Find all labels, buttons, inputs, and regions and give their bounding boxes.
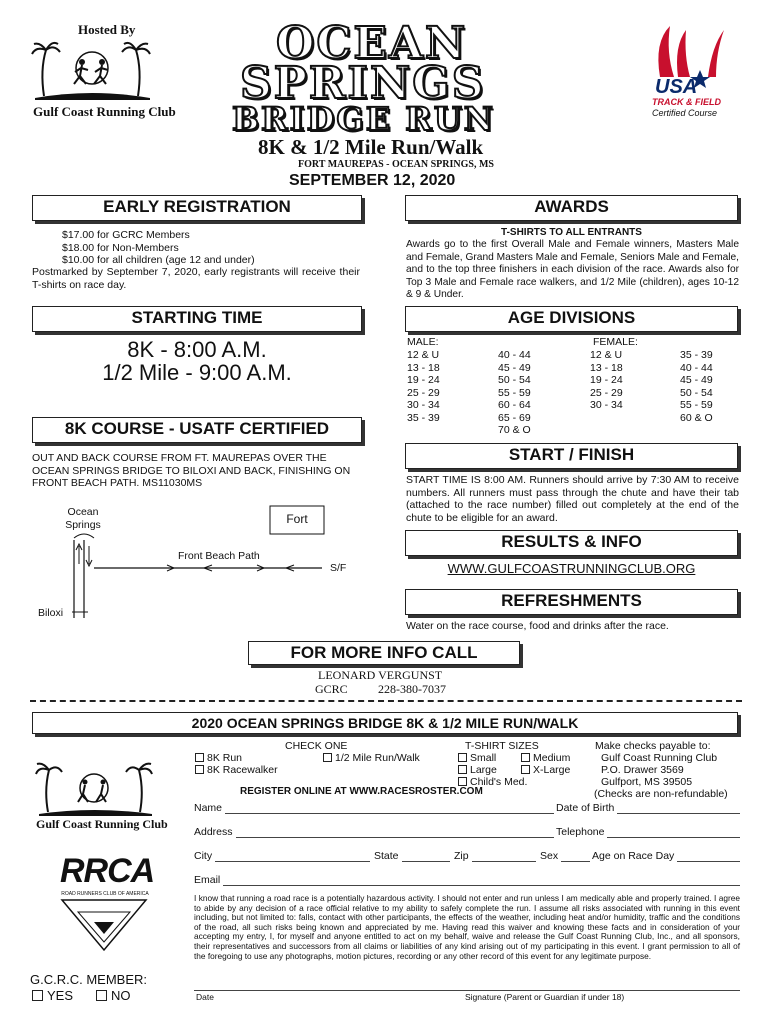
division: 35 - 39	[407, 411, 440, 424]
price-non-members: $18.00 for Non-Members	[62, 241, 179, 254]
size-label: Small	[470, 752, 497, 764]
zip-input[interactable]	[472, 852, 536, 862]
checkbox[interactable]	[323, 753, 332, 762]
hosted-by-label: Hosted By	[78, 22, 136, 37]
start-finish-heading: START / FINISH	[405, 443, 738, 469]
member-no-label: NO	[111, 988, 131, 1003]
state-label: State	[374, 850, 399, 862]
female-label: FEMALE:	[593, 336, 638, 348]
cut-line	[30, 700, 742, 702]
name-label: Name	[194, 802, 223, 814]
sex-label: Sex	[540, 850, 559, 862]
zip-field[interactable]	[454, 850, 536, 862]
rrca-logo-sub: ROAD RUNNERS CLUB OF AMERICA	[61, 891, 149, 897]
size-label: Child's Med.	[470, 776, 528, 788]
division: 40 - 44	[498, 349, 531, 361]
age-divisions-heading: AGE DIVISIONS	[405, 306, 738, 332]
awards-text: Awards go to the first Overall Male and Female winners, Masters Male and Female, Grand Masters Male and Female, Seniors Male and Female, and to the top three finishers in each division of the race. Awards also for Top 3 Male and Female race walkers, and 1/2 Mile (children), ages 10-12 & 9 & Under.	[406, 239, 739, 300]
club-logo-icon	[34, 762, 156, 818]
payable-name: Gulf Coast Running Club	[601, 752, 718, 764]
division: 70 & O	[498, 424, 531, 436]
course-description: OUT AND BACK COURSE FROM FT. MAUREPAS OVER THE OCEAN SPRINGS BRIDGE TO BILOXI AND BACK, FINISHING ON FRONT BEACH PATH. MS11030MS	[32, 452, 351, 489]
usatf-logo-icon	[650, 22, 735, 122]
option-label: 8K Run	[207, 752, 243, 764]
usatf-logo-sub: TRACK & FIELD	[652, 97, 721, 107]
payable-note: (Checks are non-refundable)	[594, 788, 728, 800]
division: 55 - 59	[680, 399, 713, 411]
start-finish-text: START TIME IS 8:00 AM. Runners should arrive by 7:30 AM to receive numbers. All runners must pass through the chute and have their tab (attached to the race number) filled out completely at the end of the chute to be eligible for an award.	[406, 474, 739, 524]
checkbox[interactable]	[521, 765, 530, 774]
signature-line[interactable]	[194, 990, 740, 991]
division: 65 - 69	[498, 411, 531, 424]
title-line-2: SPRINGS	[240, 58, 486, 109]
refreshments-text: Water on the race course, food and drinks after the race.	[406, 620, 669, 632]
more-info-heading: FOR MORE INFO CALL	[248, 641, 520, 665]
telephone-field[interactable]	[556, 826, 740, 838]
division: 35 - 39	[680, 349, 713, 361]
form-heading: 2020 OCEAN SPRINGS BRIDGE 8K & 1/2 MILE RUN/WALK	[32, 712, 738, 734]
division: 12 & U	[407, 349, 440, 361]
division: 50 - 54	[498, 374, 531, 386]
size-label: Medium	[533, 752, 571, 764]
male-label: MALE:	[407, 336, 439, 348]
early-registration-prices	[62, 229, 255, 267]
start-8k: 8K - 8:00 A.M.	[127, 337, 267, 362]
date-label: Date	[196, 992, 214, 1002]
division: 60 - 64	[498, 399, 531, 411]
division: 13 - 18	[407, 361, 440, 374]
member-yes-label: YES	[47, 988, 74, 1003]
checkbox[interactable]	[195, 765, 204, 774]
awards-subtitle: T-SHIRTS TO ALL ENTRANTS	[501, 227, 642, 238]
price-members: $17.00 for GCRC Members	[62, 229, 190, 241]
member-no[interactable]	[96, 988, 131, 1003]
male-divisions-col1	[407, 349, 440, 424]
map-biloxi-label: Biloxi	[38, 607, 64, 619]
usatf-logo-text: USA	[655, 76, 698, 98]
option-half-mile[interactable]	[323, 752, 420, 765]
price-children: $10.00 for all children (age 12 and under)	[62, 254, 255, 266]
check-one-label: CHECK ONE	[285, 740, 348, 752]
female-divisions-col2	[680, 349, 713, 424]
early-registration-heading: EARLY REGISTRATION	[32, 195, 362, 221]
payable-address-1: P.O. Drawer 3569	[601, 764, 684, 776]
option-8k-racewalker[interactable]	[195, 764, 278, 777]
usatf-logo-cert: Certified Course	[652, 108, 718, 118]
address-field[interactable]	[194, 826, 554, 838]
contact-phone: 228-380-7037	[378, 682, 446, 696]
telephone-input[interactable]	[607, 828, 740, 838]
member-label: G.C.R.C. MEMBER:	[30, 972, 148, 987]
division: 25 - 29	[407, 386, 440, 399]
sex-input[interactable]	[561, 852, 590, 862]
size-small[interactable]	[458, 752, 496, 765]
division: 40 - 44	[680, 361, 713, 374]
club-name: Gulf Coast Running Club	[33, 104, 176, 119]
refreshments-heading: REFRESHMENTS	[405, 589, 738, 615]
telephone-label: Telephone	[556, 826, 605, 838]
division: 19 - 24	[407, 374, 440, 386]
address-input[interactable]	[236, 828, 554, 838]
checkbox[interactable]	[96, 990, 107, 1001]
city-field[interactable]	[194, 850, 370, 862]
female-divisions-col1	[590, 349, 623, 412]
division: 50 - 54	[680, 386, 713, 399]
club-logo-icon	[30, 40, 155, 102]
checkbox[interactable]	[195, 753, 204, 762]
email-input[interactable]	[223, 876, 740, 886]
division: 30 - 34	[407, 399, 440, 411]
awards-heading: AWARDS	[405, 195, 738, 221]
form-club-name: Gulf Coast Running Club	[36, 817, 168, 831]
zip-label: Zip	[454, 850, 469, 862]
starting-time-heading: STARTING TIME	[32, 306, 362, 332]
course-heading: 8K COURSE - USATF CERTIFIED	[32, 417, 362, 443]
email-label: Email	[194, 874, 221, 886]
title-line-3: BRIDGE RUN	[232, 100, 495, 138]
dob-label: Date of Birth	[556, 802, 615, 814]
size-label: X-Large	[533, 764, 571, 776]
option-8k-run[interactable]	[195, 752, 242, 765]
location: FORT MAUREPAS - OCEAN SPRINGS, MS	[298, 159, 494, 170]
title-line-1: OCEAN	[276, 18, 468, 69]
early-registration-note: Postmarked by September 7, 2020, early registrants will receive their T-shirts on race day.	[32, 266, 360, 291]
name-field[interactable]	[194, 802, 554, 814]
starting-times	[32, 338, 362, 384]
register-online[interactable]: REGISTER ONLINE AT WWW.RACESROSTER.COM	[240, 786, 483, 797]
state-input[interactable]	[402, 852, 450, 862]
checkbox[interactable]	[458, 765, 467, 774]
age-label: Age on Race Day	[592, 850, 675, 862]
results-heading: RESULTS & INFO	[405, 530, 738, 556]
race-date: SEPTEMBER 12, 2020	[289, 172, 456, 189]
dob-input[interactable]	[617, 804, 740, 814]
checkbox[interactable]	[458, 753, 467, 762]
contact-org: GCRC	[315, 682, 348, 696]
map-fort-label: Fort	[286, 512, 308, 526]
division: 55 - 59	[498, 386, 531, 399]
option-label: 8K Racewalker	[207, 764, 278, 776]
size-medium[interactable]	[521, 752, 570, 765]
results-url[interactable]: WWW.GULFCOASTRUNNINGCLUB.ORG	[447, 561, 696, 576]
checkbox[interactable]	[32, 990, 43, 1001]
male-divisions-col2	[498, 349, 531, 437]
sex-field[interactable]	[540, 850, 590, 862]
division: 45 - 49	[498, 361, 531, 374]
size-large[interactable]	[458, 764, 497, 777]
division: 60 & O	[680, 411, 713, 424]
signature-label: Signature (Parent or Guardian if under 18)	[465, 992, 625, 1002]
tshirt-sizes-label: T-SHIRT SIZES	[465, 740, 539, 752]
division: 19 - 24	[590, 374, 623, 386]
size-label: Large	[470, 764, 497, 776]
division: 30 - 34	[590, 399, 623, 411]
dob-field[interactable]	[556, 802, 740, 814]
city-input[interactable]	[215, 852, 370, 862]
address-label: Address	[194, 826, 233, 838]
checkbox[interactable]	[458, 777, 467, 786]
rrca-logo-text: RRCA	[60, 852, 155, 890]
division: 25 - 29	[590, 386, 623, 399]
state-field[interactable]	[374, 850, 450, 862]
start-half-mile: 1/2 Mile - 9:00 A.M.	[102, 360, 292, 385]
subtitle: 8K & 1/2 Mile Run/Walk	[258, 135, 484, 159]
name-input[interactable]	[225, 804, 554, 814]
age-input[interactable]	[677, 852, 740, 862]
payable-label: Make checks payable to:	[595, 740, 711, 752]
waiver-text: I know that running a road race is a potentially hazardous activity. I should not enter and run unless I am medically able and properly trained. I agree to abide by any decision of a race official relative to my ability to safely complete the run. I assume all risks associated with running in this event including, but not limited to: falls, contact with other participants, the effects of the weather, including heat and/or humidity, traffic and the conditions of the road, all such risks being known and appreciated by me. Having read this waiver and knowing these facts and in consideration of your accepting my entry, I, for myself and anyone entitled to act on my behalf, waive and release the Gulf Coast Running Club, Inc., and all sponsors, their representatives and successors from all claims or liabilities of any kind arising out of my participating in this event. I grant permission to all of the foregoing to use any photographs, motion pictures, recording or any other record of this event for any legitimate purpose.	[194, 893, 740, 961]
division: 13 - 18	[590, 361, 623, 374]
division: 45 - 49	[680, 374, 713, 386]
map-front-beach-label: Front Beach Path	[178, 550, 260, 562]
payable-address-2: Gulfport, MS 39505	[601, 776, 693, 788]
checkbox[interactable]	[521, 753, 530, 762]
contact-name: LEONARD VERGUNST	[318, 668, 443, 682]
email-field[interactable]	[194, 874, 740, 886]
age-field[interactable]	[592, 850, 740, 862]
option-label: 1/2 Mile Run/Walk	[335, 752, 420, 764]
member-yes[interactable]	[32, 988, 73, 1003]
map-ocean-springs-label: Ocean Springs	[65, 506, 101, 531]
map-sf-label: S/F	[330, 562, 347, 574]
size-xlarge[interactable]	[521, 764, 570, 777]
division: 12 & U	[590, 349, 623, 361]
city-label: City	[194, 850, 213, 862]
